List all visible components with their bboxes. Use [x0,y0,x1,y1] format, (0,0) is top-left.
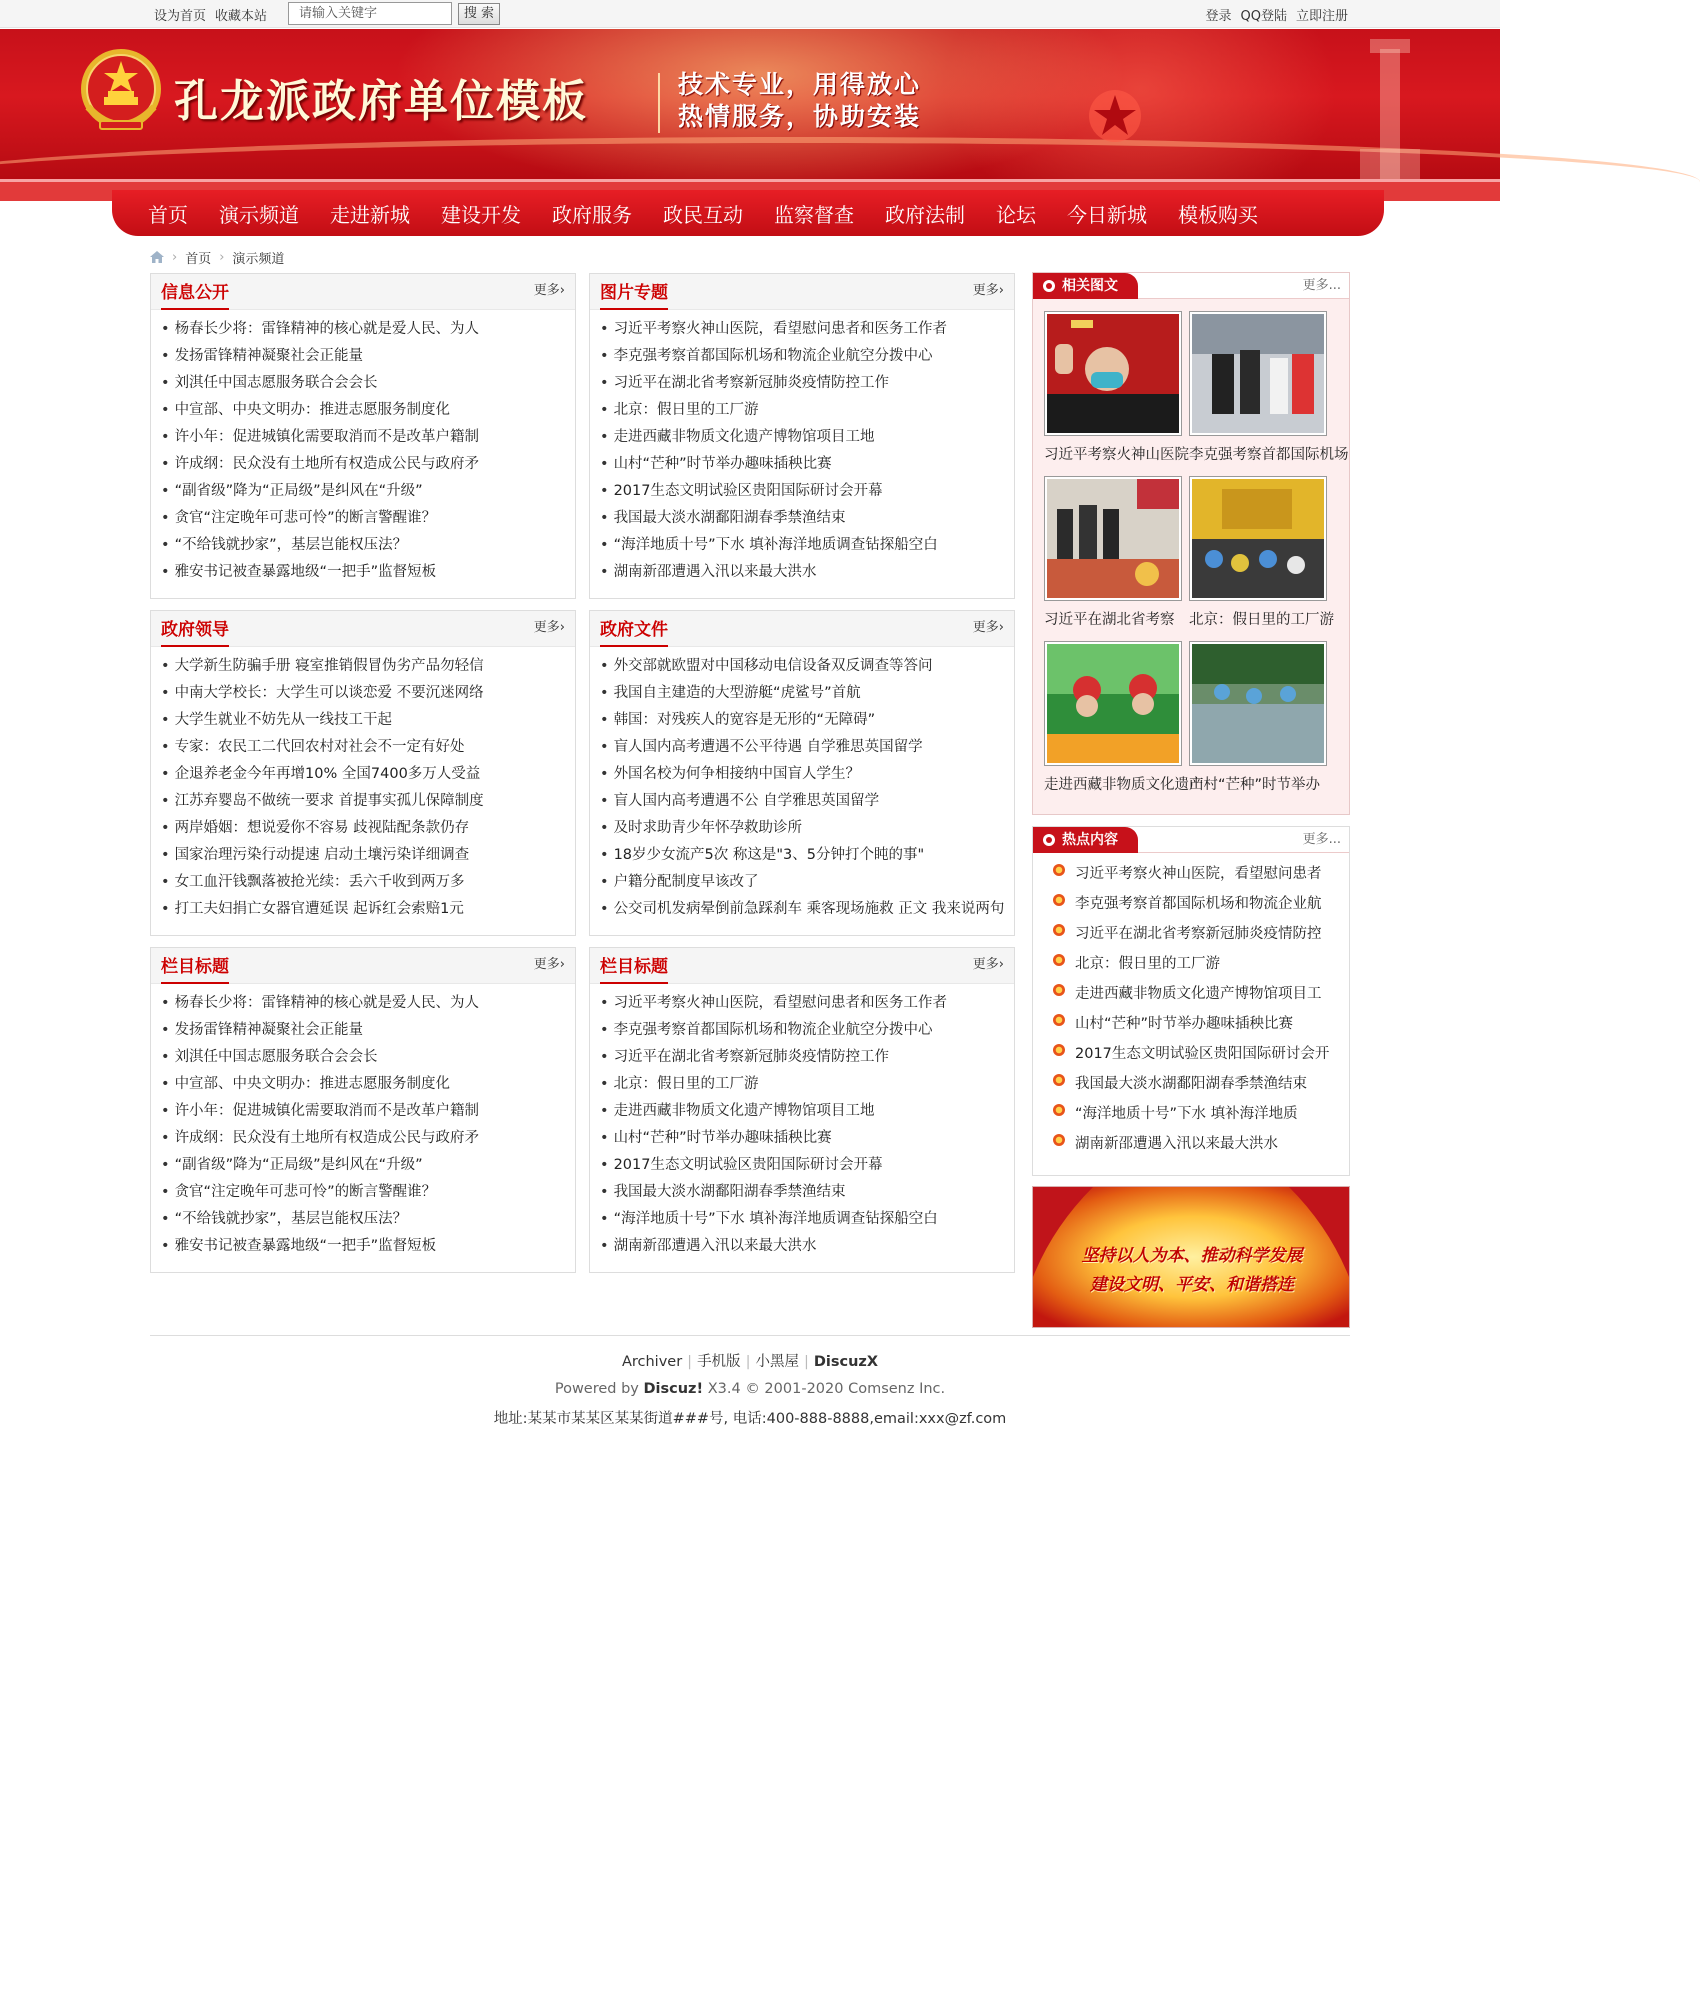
panel-gov-documents [589,610,1015,936]
banner-slogan [678,69,921,133]
hot-item[interactable] [1053,1069,1349,1099]
picture-card[interactable] [1189,476,1334,629]
badge-icon [1053,1044,1065,1056]
list-item[interactable]: • 2017生态文明试验区贵阳国际研讨会开幕 [600,1152,1014,1179]
list-item[interactable]: • 大学新生防骗手册 寝室推销假冒伪劣产品勿轻信 [161,653,575,680]
photo-thumbnail[interactable] [1044,476,1182,601]
slogan-line-1: 技术专业，用得放心 [678,70,922,99]
hot-item[interactable] [1053,1009,1349,1039]
list-item[interactable]: • “海洋地质十号”下水 填补海洋地质调查钻探船空白 [600,1206,1014,1233]
banner-divider [658,73,660,133]
hot-item-text[interactable]: 习近平考察火神山医院，看望慰问患者 [1075,866,1322,882]
picture-card[interactable] [1044,641,1204,794]
search-input[interactable]: 请输入关键字 [288,2,452,25]
list-item[interactable]: • 发扬雷锋精神凝聚社会正能量 [161,343,575,370]
breadcrumb-separator: › [172,249,178,265]
panel-title[interactable]: 图片专题 [600,274,668,310]
footer-link-archiver[interactable]: Archiver [621,1354,683,1370]
list-item[interactable]: • 江苏弃婴岛不做统一要求 首提事实孤儿保障制度 [161,788,575,815]
list-item[interactable]: • 山村“芒种”时节举办趣味插秧比赛 [600,1125,1014,1152]
ad-line-2: 建设文明、平安、和谐搭连 [1090,1275,1294,1295]
list-item[interactable]: • “副省级”降为“正局级”是纠风在“升级” [161,478,575,505]
breadcrumb-current[interactable]: 演示频道 [232,251,285,267]
list-item[interactable]: • 女工血汗钱飘落被抢光续：丢六千收到两万多 [161,869,575,896]
more-link[interactable]: 更多› [972,957,1004,972]
list-item[interactable]: • 习近平考察火神山医院，看望慰问患者和医务工作者 [600,316,1014,343]
list-item[interactable]: • “副省级”降为“正局级”是纠风在“升级” [161,1152,575,1179]
home-icon[interactable] [150,251,164,263]
list-item[interactable]: • 中宣部、中央文明办：推进志愿服务制度化 [161,397,575,424]
list-item[interactable]: • 李克强考察首都国际机场和物流企业航空分拨中心 [600,1017,1014,1044]
list-item[interactable]: • 我国最大淡水湖鄱阳湖春季禁渔结束 [600,1179,1014,1206]
top-bar [0,0,1500,28]
related-title-text: 相关图文 [1062,278,1118,294]
badge-icon [1053,864,1065,876]
nav-item-construction[interactable]: 建设开发 [441,202,521,227]
hot-item[interactable] [1053,859,1349,889]
list-item[interactable]: • 企退养老金今年再增10% 全国7400多万人受益 [161,761,575,788]
bookmark-link[interactable]: 收藏本站 [215,8,268,24]
list-item[interactable]: • 许成纲：民众没有土地所有权造成公民与政府矛 [161,451,575,478]
hot-item-text[interactable]: 李克强考察首都国际机场和物流企业航 [1075,896,1322,912]
list-item[interactable]: • 两岸婚姻：想说爱你不容易 歧视陆配条款仍存 [161,815,575,842]
hot-item-text[interactable]: 走进西藏非物质文化遗产博物馆项目工 [1075,986,1322,1002]
list-item[interactable]: • 韩国：对残疾人的宽容是无形的“无障碍” [600,707,1014,734]
breadcrumb [150,247,284,267]
list-item[interactable]: • 北京：假日里的工厂游 [600,1071,1014,1098]
picture-caption[interactable]: 山村“芒种”时节举办 [1189,777,1321,793]
picture-caption[interactable]: 习近平在湖北省考察 [1044,612,1175,628]
nav-item-today[interactable]: 今日新城 [1067,202,1147,227]
hot-item-text[interactable]: 湖南新邵遭遇入汛以来最大洪水 [1075,1136,1278,1152]
panel-picture-topics [589,273,1015,599]
national-emblem-icon [78,47,164,135]
hot-item-text[interactable]: 北京：假日里的工厂游 [1075,956,1220,972]
nav-item-demo[interactable]: 演示频道 [219,202,299,227]
list-item[interactable]: • 习近平在湖北省考察新冠肺炎疫情防控工作 [600,1044,1014,1071]
nav-item-home[interactable]: 首页 [148,202,188,227]
list-item[interactable]: • 盲人国内高考遭遇不公平待遇 自学雅思英国留学 [600,734,1014,761]
monument-decoration-icon [1330,29,1450,179]
more-link[interactable]: 更多... [1302,832,1341,847]
picture-caption[interactable]: 走进西藏非物质文化遗产 [1044,777,1204,793]
panel-column-1 [150,947,576,1273]
list-item[interactable]: • 走进西藏非物质文化遗产博物馆项目工地 [600,424,1014,451]
panel-gov-leaders [150,610,576,936]
list-item[interactable]: • 许小年：促进城镇化需要取消而不是改革户籍制 [161,1098,575,1125]
badge-icon [1053,1014,1065,1026]
bullet-icon [1043,280,1055,292]
badge-icon [1053,924,1065,936]
more-link[interactable]: 更多› [533,957,565,972]
list-item[interactable]: • 雅安书记被查暴露地级“一把手”监督短板 [161,1233,575,1260]
list-item[interactable]: • 走进西藏非物质文化遗产博物馆项目工地 [600,1098,1014,1125]
nav-item-buy-template[interactable]: 模板购买 [1178,202,1258,227]
hot-item[interactable] [1053,979,1349,1009]
related-title[interactable] [1033,273,1138,299]
star-decoration-icon [1088,89,1142,143]
badge-icon [1053,894,1065,906]
picture-card[interactable] [1189,641,1327,794]
footer-separator: | [745,1354,751,1370]
hot-item[interactable] [1053,889,1349,919]
footer-link-mobile[interactable]: 手机版 [697,1354,741,1370]
list-item[interactable]: • 杨春长少将：雷锋精神的核心就是爱人民、为人 [161,316,575,343]
list-item[interactable]: • 北京：假日里的工厂游 [600,397,1014,424]
set-homepage-link[interactable]: 设为首页 [154,8,207,24]
nav-item-supervision[interactable]: 监察督查 [774,202,854,227]
badge-icon [1053,954,1065,966]
picture-card[interactable] [1044,476,1182,629]
ad-line-1: 坚持以人为本、推动科学发展 [1081,1246,1303,1266]
hot-item[interactable] [1053,1129,1349,1159]
list-item[interactable]: • 大学生就业不妨先从一线技工干起 [161,707,575,734]
nav-item-legal[interactable]: 政府法制 [885,202,965,227]
list-item[interactable]: • 杨春长少将：雷锋精神的核心就是爱人民、为人 [161,990,575,1017]
powered-by [0,1381,1500,1397]
list-item[interactable]: • 外国名校为何争相接纳中国盲人学生？ [600,761,1014,788]
powered-suffix: X3.4 © 2001-2020 Comsenz Inc. [703,1381,946,1397]
picture-caption[interactable]: 李克强考察首都国际机场 [1189,447,1349,463]
hot-item[interactable] [1053,1099,1349,1129]
footer-separator: | [687,1354,693,1370]
list-item[interactable]: • 盲人国内高考遭遇不公 自学雅思英国留学 [600,788,1014,815]
list-item[interactable]: • 刘淇任中国志愿服务联合会会长 [161,1044,575,1071]
hot-item[interactable] [1053,1039,1349,1069]
nav-item-interaction[interactable]: 政民互动 [663,202,743,227]
picture-card[interactable] [1044,311,1189,464]
footer-address: 地址:某某市某某区某某街道###号, 电话:400-888-8888,email:xxx@zf.com [493,1411,1007,1427]
breadcrumb-separator: › [219,249,225,265]
list-item[interactable]: • 我国最大淡水湖鄱阳湖春季禁渔结束 [600,505,1014,532]
badge-icon [1053,1134,1065,1146]
more-link[interactable]: 更多› [533,283,565,298]
list-item[interactable]: • 贪官“注定晚年可悲可怜”的断言警醒谁？ [161,505,575,532]
breadcrumb-home[interactable]: 首页 [185,251,212,267]
photo-thumbnail[interactable] [1044,641,1182,766]
panel-column-2 [589,947,1015,1273]
list-item[interactable]: • 许小年：促进城镇化需要取消而不是改革户籍制 [161,424,575,451]
badge-icon [1053,1104,1065,1116]
list-item[interactable]: • 习近平考察火神山医院，看望慰问患者和医务工作者 [600,990,1014,1017]
ad-banner[interactable] [1032,1186,1350,1328]
qq-login-link[interactable]: QQ登陆 [1240,8,1287,24]
list-item[interactable]: • 2017生态文明试验区贵阳国际研讨会开幕 [600,478,1014,505]
powered-brand-link[interactable]: Discuz! [643,1381,704,1397]
footer-separator: | [803,1354,809,1370]
hot-item-text[interactable]: 习近平在湖北省考察新冠肺炎疫情防控 [1075,926,1322,942]
panel-title[interactable]: 栏目标题 [600,948,668,984]
more-link[interactable]: 更多... [1302,278,1341,293]
site-banner [0,29,1500,179]
picture-caption[interactable]: 习近平考察火神山医院 [1044,447,1189,463]
hot-item-text[interactable]: 山村“芒种”时节举办趣味插秧比赛 [1075,1016,1294,1032]
nav-item-gov-service[interactable]: 政府服务 [552,202,632,227]
more-link[interactable]: 更多› [972,283,1004,298]
site-title: 孔龙派政府单位模板 [174,76,588,127]
slogan-line-2: 热情服务，协助安装 [678,102,922,131]
bullet-icon [1043,834,1055,846]
list-item[interactable]: • 湖南新邵遭遇入汛以来最大洪水 [600,559,1014,586]
list-item[interactable]: • 雅安书记被查暴露地级“一把手”监督短板 [161,559,575,586]
search-button[interactable]: 搜 索 [458,3,500,25]
photo-thumbnail[interactable] [1044,311,1182,436]
related-pictures-box [1032,272,1350,815]
photo-thumbnail[interactable] [1189,311,1327,436]
list-item[interactable]: • 习近平在湖北省考察新冠肺炎疫情防控工作 [600,370,1014,397]
list-item[interactable]: • 中宣部、中央文明办：推进志愿服务制度化 [161,1071,575,1098]
list-item[interactable]: • 李克强考察首都国际机场和物流企业航空分拨中心 [600,343,1014,370]
login-link[interactable]: 登录 [1205,8,1232,24]
list-item[interactable]: • 专家：农民工二代回农村对社会不一定有好处 [161,734,575,761]
list-item[interactable]: • 及时求助青少年怀孕救助诊所 [600,815,1014,842]
list-item[interactable]: • 18岁少女流产5次 称这是"3、5分钟打个盹的事" [600,842,1014,869]
hot-content-box [1032,826,1350,1176]
more-link[interactable]: 更多› [533,620,565,635]
list-item[interactable]: • 贪官“注定晚年可悲可怜”的断言警醒谁？ [161,1179,575,1206]
nav-item-forum[interactable]: 论坛 [996,202,1036,227]
panel-title[interactable]: 政府领导 [161,611,229,647]
list-item[interactable]: • 中南大学校长：大学生可以谈恋爱 不要沉迷网络 [161,680,575,707]
list-item[interactable]: • 打工夫妇捐亡女器官遭延误 起诉红会索赔1元 [161,896,575,923]
footer-link-discuzx[interactable]: DiscuzX [813,1354,879,1370]
hot-item-text[interactable]: “海洋地质十号”下水 填补海洋地质 [1075,1106,1298,1122]
panel-title[interactable]: 栏目标题 [161,948,229,984]
list-item[interactable]: • 发扬雷锋精神凝聚社会正能量 [161,1017,575,1044]
list-item[interactable]: • 刘淇任中国志愿服务联合会会长 [161,370,575,397]
register-link[interactable]: 立即注册 [1295,8,1348,24]
badge-icon [1053,984,1065,996]
panel-title[interactable]: 政府文件 [600,611,668,647]
list-item[interactable]: • “海洋地质十号”下水 填补海洋地质调查钻探船空白 [600,532,1014,559]
panel-info-public [150,273,576,599]
list-item[interactable]: • “不给钱就抄家”，基层岂能权压法？ [161,1206,575,1233]
main-nav [112,190,1384,236]
powered-prefix: Powered by [554,1381,644,1397]
hot-title-text: 热点内容 [1062,832,1118,848]
nav-item-enter-city[interactable]: 走进新城 [330,202,410,227]
picture-card[interactable] [1189,311,1349,464]
photo-thumbnail[interactable] [1189,641,1327,766]
hot-item-text[interactable]: 我国最大淡水湖鄱阳湖春季禁渔结束 [1075,1076,1307,1092]
hot-item-text[interactable]: 2017生态文明试验区贵阳国际研讨会开 [1075,1046,1330,1062]
badge-icon [1053,1074,1065,1086]
picture-caption[interactable]: 北京：假日里的工厂游 [1189,612,1334,628]
list-item[interactable]: • 我国自主建造的大型游艇“虎鲨号”首航 [600,680,1014,707]
list-item[interactable]: • 山村“芒种”时节举办趣味插秧比赛 [600,451,1014,478]
hot-item[interactable] [1053,949,1349,979]
footer-divider [150,1335,1350,1336]
list-item[interactable]: • 国家治理污染行动提速 启动土壤污染详细调查 [161,842,575,869]
hot-title[interactable] [1033,827,1138,853]
photo-thumbnail[interactable] [1189,476,1327,601]
more-link[interactable]: 更多› [972,620,1004,635]
ad-text [1033,1242,1351,1300]
footer [0,1350,1500,1428]
list-item[interactable]: • 许成纲：民众没有土地所有权造成公民与政府矛 [161,1125,575,1152]
list-item[interactable]: • 公交司机发病晕倒前急踩刹车 乘客现场施救 正文 我来说两句 [600,896,1014,923]
footer-link-blackroom[interactable]: 小黑屋 [755,1354,799,1370]
list-item[interactable]: • 户籍分配制度早该改了 [600,869,1014,896]
list-item[interactable]: • “不给钱就抄家”，基层岂能权压法？ [161,532,575,559]
list-item[interactable]: • 外交部就欧盟对中国移动电信设备双反调查等答问 [600,653,1014,680]
hot-item[interactable] [1053,919,1349,949]
panel-title[interactable]: 信息公开 [161,274,229,310]
list-item[interactable]: • 湖南新邵遭遇入汛以来最大洪水 [600,1233,1014,1260]
